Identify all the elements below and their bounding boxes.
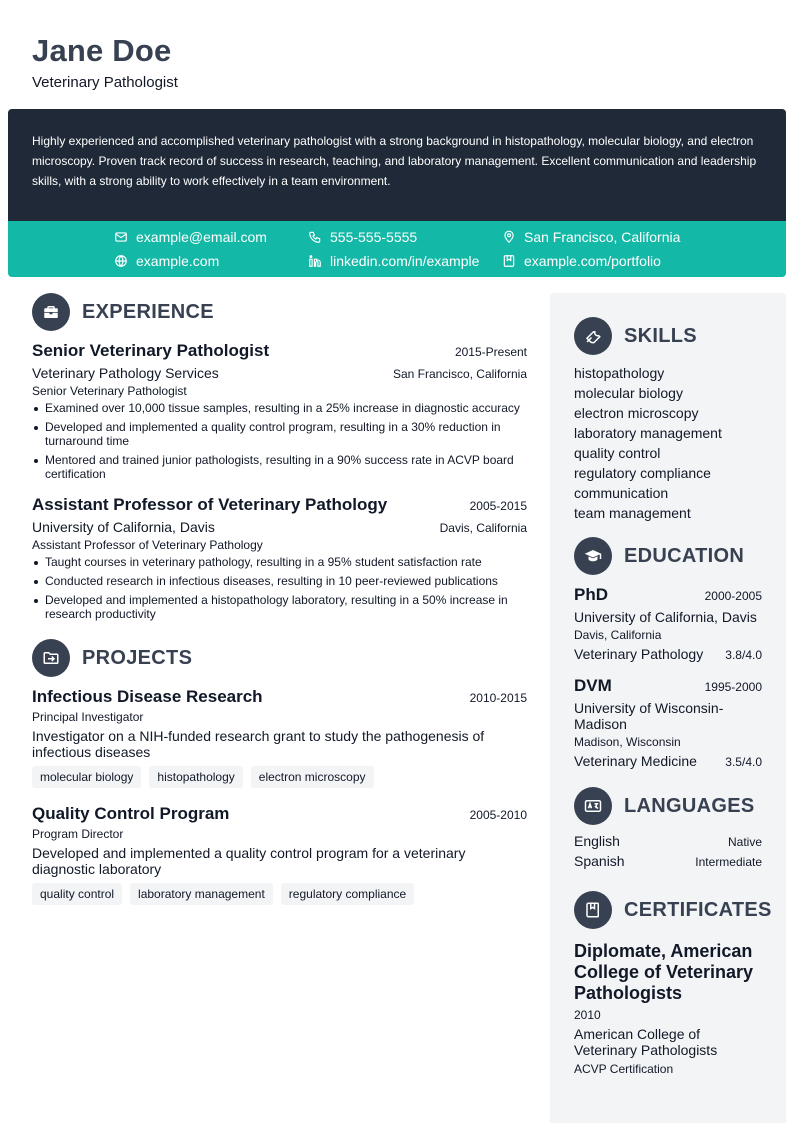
job-title: Senior Veterinary Pathologist: [32, 341, 270, 360]
job-role: Assistant Professor of Veterinary Pathology: [32, 538, 263, 552]
education-date: 1995-2000: [704, 680, 762, 694]
skills-header: [574, 317, 762, 355]
project-date: 2010-2015: [469, 691, 527, 705]
book-icon: [574, 891, 612, 929]
certificate-name: Diplomate, American College of Veterinary Pathologists: [574, 941, 754, 1003]
candidate-title: Veterinary Pathologist: [32, 74, 178, 91]
degree: DVM: [574, 676, 612, 695]
project-title: Infectious Disease Research: [32, 687, 263, 706]
languages-header: [574, 787, 762, 825]
certificate-year: 2010: [574, 1008, 601, 1022]
school-location: Madison, Wisconsin: [574, 735, 681, 749]
tag: laboratory management: [130, 883, 273, 905]
language-name: English: [574, 833, 620, 849]
bullet-item: Mentored and trained junior pathologists, resulting in a 90% success rate in ACVP board certification: [32, 453, 527, 481]
school-location: Davis, California: [574, 628, 662, 642]
phone-icon: [308, 230, 322, 244]
summary-box: [8, 109, 786, 221]
skill-item: electron microscopy: [574, 405, 699, 421]
job-bullets: [32, 555, 527, 621]
briefcase-icon: [32, 293, 70, 331]
project-title: Quality Control Program: [32, 804, 230, 823]
field: Veterinary Medicine: [574, 753, 697, 769]
education-header: [574, 537, 762, 575]
graduation-cap-icon: [574, 537, 612, 575]
experience-header: [32, 293, 527, 331]
job-entry: [32, 341, 527, 481]
education-date: 2000-2005: [704, 589, 762, 603]
skill-item: molecular biology: [574, 385, 683, 401]
certificates-title: CERTIFICATES: [624, 898, 772, 921]
candidate-name: Jane Doe: [32, 33, 172, 68]
experience-title: EXPERIENCE: [82, 300, 214, 323]
skill-item: histopathology: [574, 365, 665, 381]
job-date: 2005-2015: [469, 499, 527, 513]
project-description: Investigator on a NIH-funded research grant to study the pathogenesis of infectious diseases: [32, 728, 485, 760]
job-bullets: [32, 401, 527, 481]
skills-list: [574, 363, 762, 523]
skills-title: SKILLS: [624, 324, 697, 347]
projects-title: PROJECTS: [82, 646, 193, 669]
resume-header: [32, 32, 178, 92]
wrench-icon: [574, 317, 612, 355]
contact-portfolio[interactable]: [502, 251, 661, 271]
location-text: San Francisco, California: [524, 229, 681, 245]
job-company: University of California, Davis: [32, 519, 215, 535]
tag: regulatory compliance: [281, 883, 414, 905]
bullet-item: Taught courses in veterinary pathology, resulting in a 95% student satisfaction rate: [32, 555, 527, 569]
job-date: 2015-Present: [454, 345, 527, 359]
folder-icon: [32, 639, 70, 677]
portfolio-text: example.com/portfolio: [524, 253, 661, 269]
map-pin-icon: [502, 230, 516, 244]
linkedin-text: linkedin.com/in/example: [330, 253, 480, 269]
language-level: Native: [727, 835, 762, 849]
translate-icon: [574, 787, 612, 825]
contact-phone[interactable]: [308, 227, 417, 247]
certificates-header: [574, 891, 772, 929]
projects-header: [32, 639, 527, 677]
project-tags: [32, 883, 527, 905]
summary-text: Highly experienced and accomplished veterinary pathologist with a strong background in histopathology, molecular biology, and electron microscopy. Proven track record of success in research, teaching, and laboratory management. Excellent communication and leadership skills, with a strong ability to work effectively in a team environment.: [32, 134, 757, 188]
linkedin-icon: [308, 254, 322, 268]
languages-title: LANGUAGES: [624, 794, 755, 817]
tag: histopathology: [149, 766, 242, 788]
contact-website[interactable]: [114, 251, 219, 271]
contact-email[interactable]: [114, 227, 267, 247]
skill-item: quality control: [574, 445, 661, 461]
bullet-item: Examined over 10,000 tissue samples, resulting in a 25% increase in diagnostic accuracy: [32, 401, 527, 415]
email-text: example@email.com: [136, 229, 267, 245]
gpa: 3.8/4.0: [725, 648, 762, 662]
education-entry: [574, 585, 762, 662]
tag: quality control: [32, 883, 122, 905]
skill-item: communication: [574, 485, 669, 501]
project-role: Program Director: [32, 827, 124, 841]
job-title: Assistant Professor of Veterinary Pathology: [32, 495, 388, 514]
job-role: Senior Veterinary Pathologist: [32, 384, 187, 398]
language-name: Spanish: [574, 853, 625, 869]
contact-location: [502, 227, 680, 247]
skill-item: laboratory management: [574, 425, 722, 441]
certificate-entry: [574, 941, 762, 1076]
tag: electron microscopy: [251, 766, 374, 788]
bullet-item: Developed and implemented a quality control program, resulting in a 30% reduction in turnaround time: [32, 420, 527, 448]
education-entry: [574, 676, 762, 769]
skill-item: regulatory compliance: [574, 465, 711, 481]
phone-text: 555-555-5555: [330, 229, 418, 245]
certificate-org: American College of Veterinary Pathologists: [574, 1026, 718, 1058]
education-title: EDUCATION: [624, 544, 745, 567]
project-description: Developed and implemented a quality control program for a veterinary diagnostic laboratory: [32, 845, 466, 877]
bullet-item: Developed and implemented a histopathology laboratory, resulting in a 50% increase in research productivity: [32, 593, 527, 621]
contact-bar: [8, 221, 786, 277]
gpa: 3.5/4.0: [725, 755, 762, 769]
school: University of California, Davis: [574, 609, 757, 625]
project-date: 2005-2010: [469, 808, 527, 822]
job-company: Veterinary Pathology Services: [32, 365, 219, 381]
project-role: Principal Investigator: [32, 710, 144, 724]
globe-icon: [114, 254, 128, 268]
sidebar: [550, 293, 786, 1123]
degree: PhD: [574, 585, 608, 604]
bullet-item: Conducted research in infectious diseases, resulting in 10 peer-reviewed publications: [32, 574, 527, 588]
language-item: [574, 833, 762, 853]
project-entry: [32, 687, 527, 788]
language-item: [574, 853, 762, 873]
languages-list: [574, 833, 762, 873]
field: Veterinary Pathology: [574, 646, 704, 662]
language-level: Intermediate: [695, 855, 762, 869]
job-location: San Francisco, California: [392, 367, 527, 381]
main-column: [32, 293, 527, 905]
website-text: example.com: [136, 253, 220, 269]
project-tags: [32, 766, 527, 788]
job-location: Davis, California: [439, 521, 527, 535]
skill-item: team management: [574, 505, 691, 521]
project-entry: [32, 804, 527, 905]
school: University of Wisconsin-Madison: [574, 700, 724, 732]
job-entry: [32, 495, 527, 621]
tag: molecular biology: [32, 766, 141, 788]
certificate-detail: ACVP Certification: [574, 1062, 674, 1076]
mail-icon: [114, 230, 128, 244]
bookmark-icon: [502, 254, 516, 268]
contact-linkedin[interactable]: [308, 251, 479, 271]
